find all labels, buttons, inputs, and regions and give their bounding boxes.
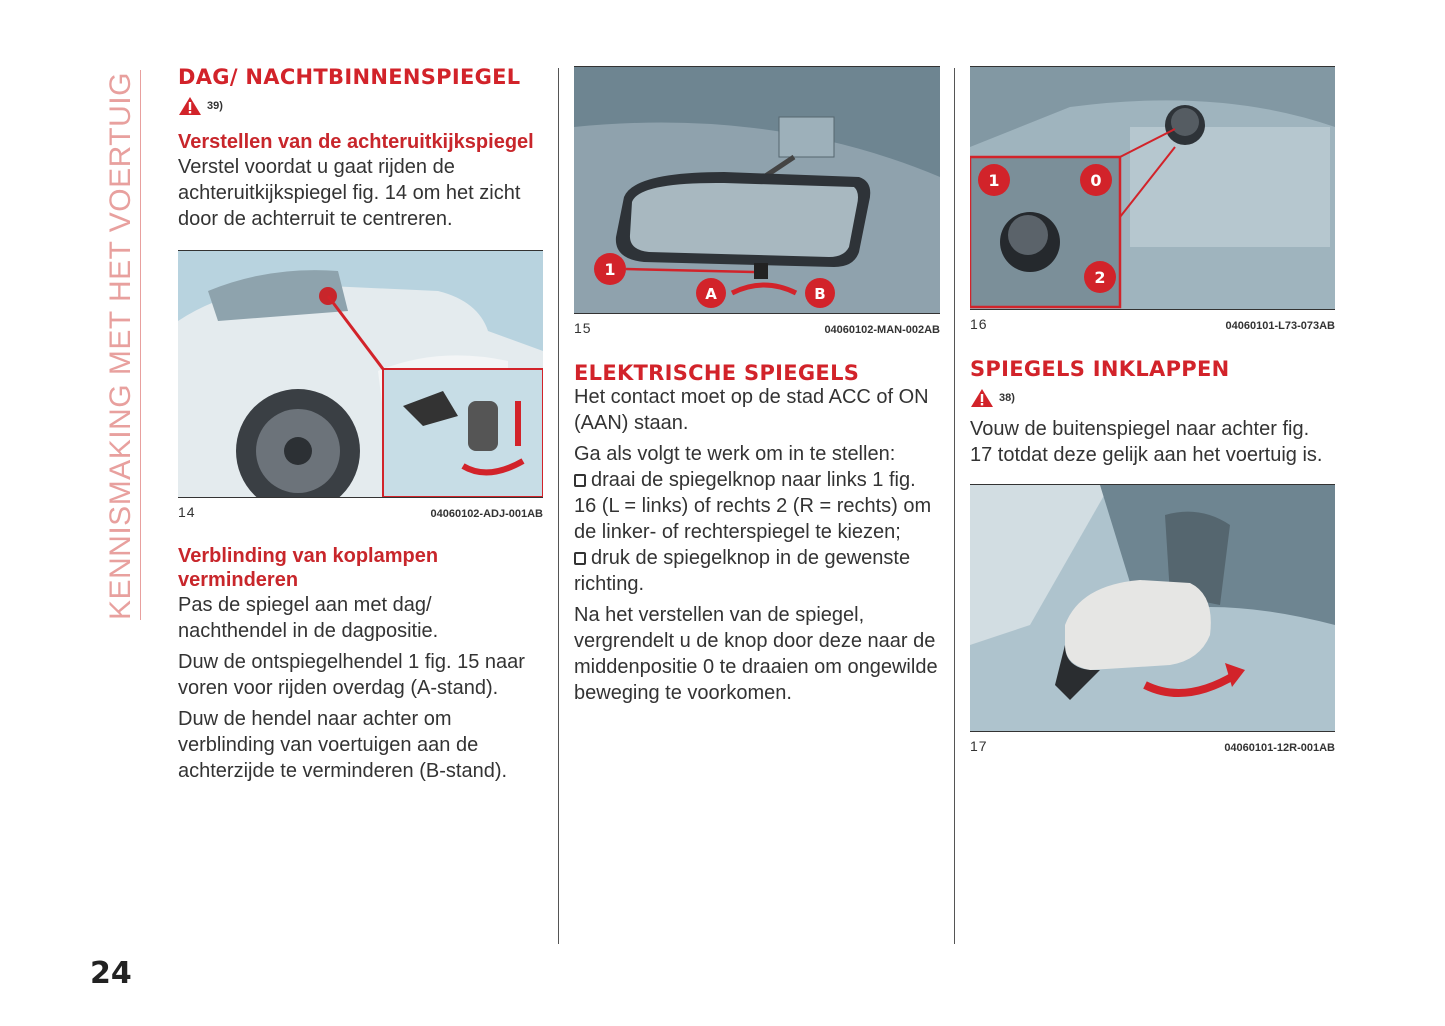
checkbox-bullet-icon xyxy=(574,552,586,565)
bullet-item-select xyxy=(574,467,940,545)
checkbox-bullet-icon xyxy=(574,474,586,487)
bullet-item-press xyxy=(574,545,940,597)
side-title-divider xyxy=(140,70,141,620)
subheading-adjust-mirror: Verstellen van de achteruitkijkspiegel xyxy=(178,131,534,153)
folding-mirror-illustration xyxy=(970,485,1335,731)
figure-17-caption xyxy=(970,738,1335,754)
figure-16-caption xyxy=(970,316,1335,332)
figure-14 xyxy=(178,250,543,498)
warning-ref-text: 38) xyxy=(999,392,1015,404)
column-divider xyxy=(954,68,955,944)
figure-number: 15 xyxy=(574,320,592,336)
mirror-knob-illustration xyxy=(970,67,1335,309)
figure-code: 04060102-ADJ-001AB xyxy=(430,508,543,520)
figure-16 xyxy=(970,66,1335,310)
bullet-text: draai de spiegelknop naar links 1 fig. 16 (L = links) of rechts 2 (R = rechts) om de linker- of rechterspiegel te kiezen; xyxy=(574,469,932,543)
figure-code: 04060101-L73-073AB xyxy=(1225,320,1335,332)
figure-14-caption xyxy=(178,504,543,520)
paragraph-fold: Vouw de buitenspiegel naar achter fig. 17 totdat deze gelijk aan het voertuig is. xyxy=(970,418,1323,466)
callout-0: 0 xyxy=(1090,171,1102,190)
car-mirror-illustration xyxy=(178,251,543,497)
column-divider xyxy=(558,68,559,944)
warning-triangle-icon xyxy=(178,96,202,116)
paragraph-day-position: Pas de spiegel aan met dag/ nachthendel in de dagpositie. xyxy=(178,594,439,642)
callout-1: 1 xyxy=(988,171,1000,190)
warning-reference[interactable] xyxy=(178,96,543,116)
callout-1: 1 xyxy=(604,260,616,279)
callout-a: A xyxy=(705,285,717,303)
callout-b: B xyxy=(814,285,826,303)
paragraph-adjust: Verstel voordat u gaat rijden de achteruitkijkspiegel fig. 14 om het zicht door de achterruit te centreren. xyxy=(178,156,521,230)
figure-number: 14 xyxy=(178,504,196,520)
paragraph-a-position: Duw de ontspiegelhendel 1 fig. 15 naar voren voor rijden overdag (A-stand). xyxy=(178,651,525,699)
figure-code: 04060102-MAN-002AB xyxy=(824,324,940,336)
warning-triangle-icon xyxy=(970,388,994,408)
chapter-side-title: KENNISMAKING MET HET VOERTUIG xyxy=(104,72,137,620)
column-3 xyxy=(970,66,1335,754)
warning-reference[interactable] xyxy=(970,388,1335,408)
section-heading-fold-mirrors: SPIEGELS INKLAPPEN xyxy=(970,357,1230,381)
rearview-mirror-illustration xyxy=(574,67,940,313)
page-number: 24 xyxy=(90,956,132,991)
column-2 xyxy=(574,66,940,706)
figure-15 xyxy=(574,66,940,314)
section-heading-electric-mirrors: ELEKTRISCHE SPIEGELS xyxy=(574,361,860,385)
figure-number: 17 xyxy=(970,738,988,754)
column-1 xyxy=(178,66,543,784)
paragraph-ignition: Het contact moet op de stad ACC of ON (AAN) staan. xyxy=(574,386,929,434)
subheading-reduce-glare: Verblinding van koplampen verminderen xyxy=(178,545,439,591)
figure-number: 16 xyxy=(970,316,988,332)
paragraph-lock: Na het verstellen van de spiegel, vergrendelt u de knop door deze naar de middenpositie 0 te draaien om ongewilde beweging te voorkomen. xyxy=(574,604,938,704)
paragraph-b-position: Duw de hendel naar achter om verblinding van voertuigen aan de achterzijde te verminderen (B-stand). xyxy=(178,708,508,782)
section-heading-rearview-mirror: DAG/ NACHTBINNENSPIEGEL xyxy=(178,65,521,89)
paragraph-steps-intro: Ga als volgt te werk om in te stellen: xyxy=(574,443,896,465)
callout-2: 2 xyxy=(1094,268,1106,287)
figure-17 xyxy=(970,484,1335,732)
figure-15-caption xyxy=(574,320,940,336)
bullet-text: druk de spiegelknop in de gewenste richting. xyxy=(574,547,911,595)
warning-ref-text: 39) xyxy=(207,100,223,112)
figure-code: 04060101-12R-001AB xyxy=(1224,742,1335,754)
